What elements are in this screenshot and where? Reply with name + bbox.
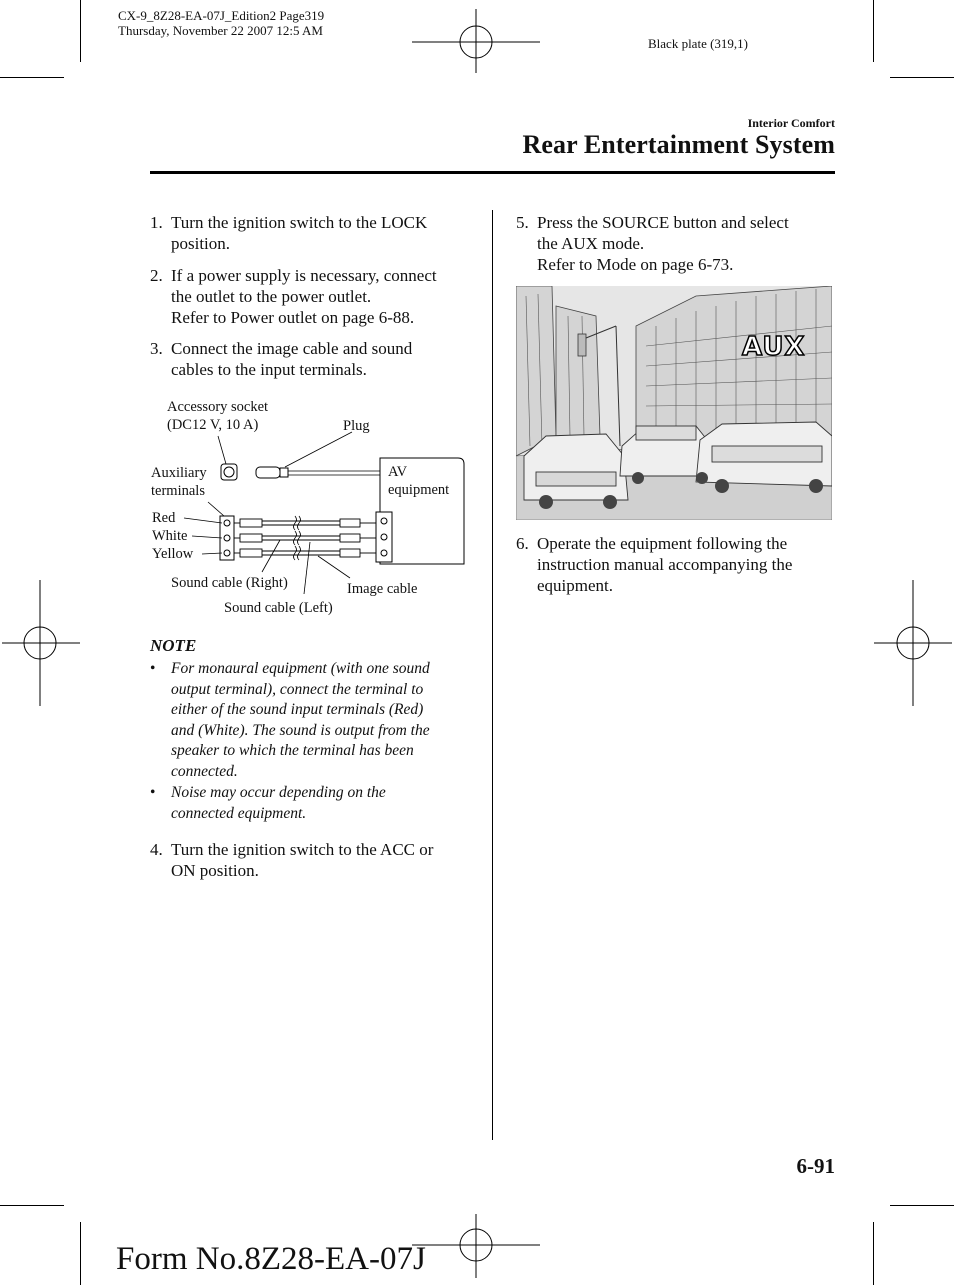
bullet: • [150, 660, 156, 677]
step-number: 5. [516, 213, 529, 232]
note-title: NOTE [150, 636, 197, 655]
section-label: Interior Comfort [747, 116, 835, 130]
step-number: 6. [516, 534, 529, 553]
label-av-equipment: AV equipment [388, 464, 450, 498]
page-title: Rear Entertainment System [522, 130, 835, 159]
step-number: 4. [150, 840, 163, 859]
black-plate-label: Black plate (319,1) [648, 36, 748, 51]
page-number: 6-91 [796, 1154, 835, 1178]
aux-display-text: AUX [742, 332, 806, 362]
label-auxiliary-terminals: Auxiliary terminals [151, 465, 207, 499]
step-number: 2. [150, 266, 163, 285]
registration-mark-bottom [410, 1212, 542, 1282]
label-sound-cable-right: Sound cable (Right) [171, 575, 288, 591]
title-rule [150, 171, 835, 174]
label-yellow: Yellow [152, 546, 194, 562]
registration-mark-right [872, 578, 954, 708]
label-red: Red [152, 510, 176, 526]
label-accessory-socket: Accessory socket (DC12 V, 10 A) [167, 399, 269, 433]
registration-mark-left [0, 578, 82, 708]
column-divider [492, 210, 493, 1140]
label-sound-cable-left: Sound cable (Left) [224, 600, 333, 616]
aux-screen-illustration [516, 286, 832, 520]
registration-mark-top [410, 5, 542, 75]
form-number: Form No.8Z28-EA-07J [116, 1241, 426, 1277]
print-job-info [118, 8, 324, 38]
print-job-line2: Thursday, November 22 2007 12:5 AM [118, 23, 323, 38]
street-scene-drawing [516, 286, 832, 520]
label-image-cable: Image cable [347, 581, 418, 597]
label-plug: Plug [343, 418, 370, 434]
print-job-line1: CX-9_8Z28-EA-07J_Edition2 Page319 [118, 8, 325, 23]
label-white: White [152, 528, 188, 544]
step-number: 1. [150, 213, 163, 232]
step-number: 3. [150, 339, 163, 358]
bullet: • [150, 784, 156, 801]
connection-diagram [140, 392, 480, 624]
